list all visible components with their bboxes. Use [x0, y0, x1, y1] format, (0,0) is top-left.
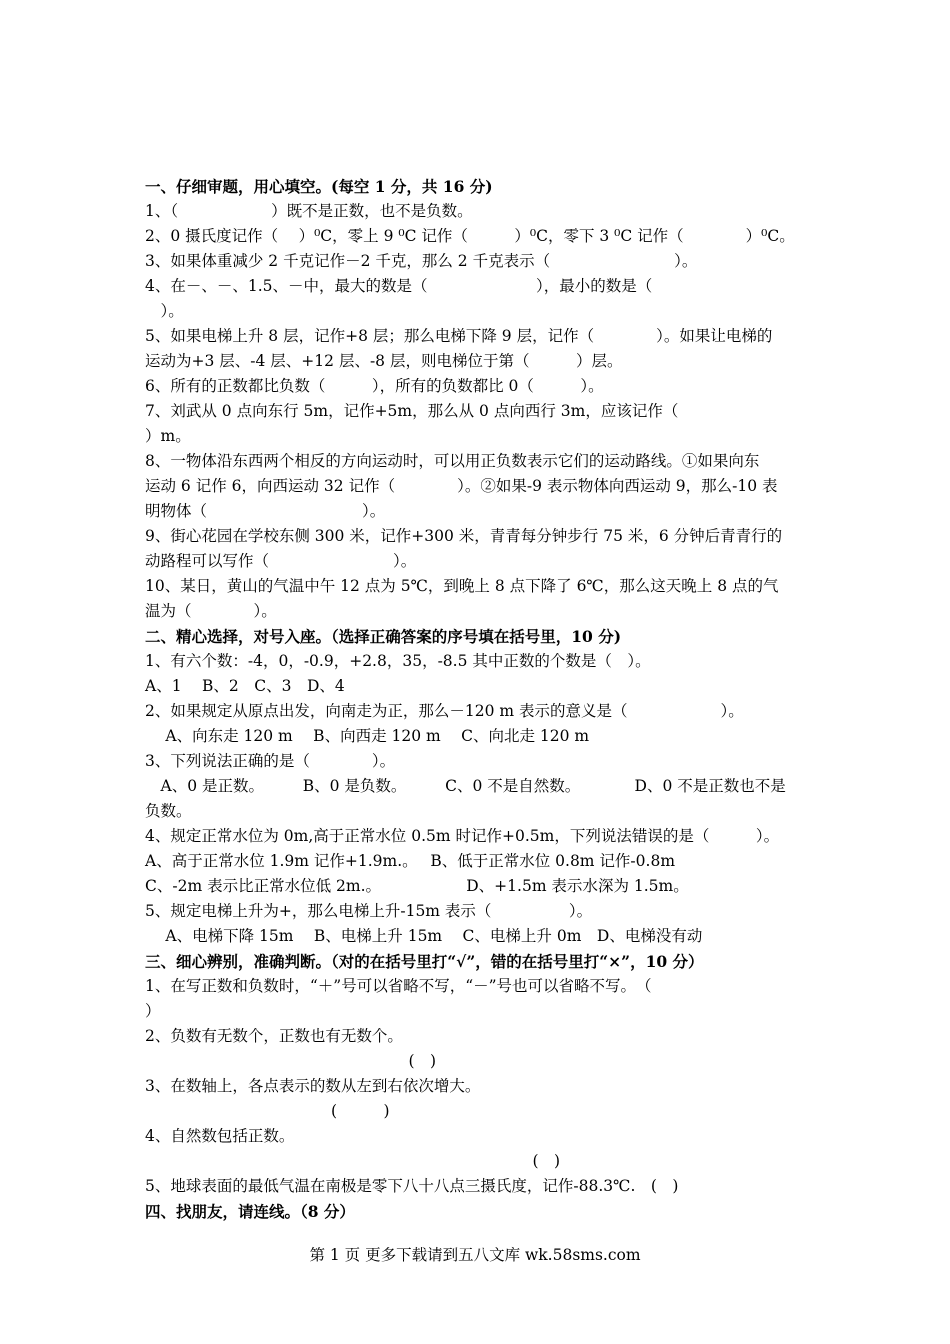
question-line: 明物体（ ）。 — [145, 502, 386, 520]
question-line: A、1 B、2 C、3 D、4 — [145, 677, 345, 695]
question-line: 2、如果规定从原点出发，向南走为正，那么－120 m 表示的意义是（ ）。 — [145, 702, 744, 720]
question-line: 8、一物体沿东西两个相反的方向运动时，可以用正负数表示它们的运动路线。①如果向东 — [145, 452, 760, 470]
question-line: C、-2m 表示比正常水位低 2m.。 D、+1.5m 表示水深为 1.5m。 — [145, 877, 689, 895]
section-heading: 四、找朋友，请连线。（8 分） — [145, 1202, 355, 1221]
question-line: 负数。 — [145, 802, 192, 820]
question-line: 1、（ ）既不是正数，也不是负数。 — [145, 202, 473, 220]
question-line: 9、街心花园在学校东侧 300 米，记作+300 米，青青每分钟步行 75 米，6 分钟后青青行的 — [145, 527, 783, 545]
question-line: A、向东走 120 m B、向西走 120 m C、向北走 120 m — [145, 727, 590, 745]
question-line: ( ) — [145, 1102, 390, 1120]
question-line: 3、在数轴上，各点表示的数从左到右依次增大。 — [145, 1077, 481, 1095]
question-line: 运动为+3 层、-4 层、+12 层、-8 层，则电梯位于第（ ）层。 — [145, 352, 623, 370]
question-line: A、高于正常水位 1.9m 记作+1.9m.。 B、低于正常水位 0.8m 记作-0.8m — [145, 852, 676, 870]
question-line: 4、在－、－、1.5、－中，最大的数是（ ），最小的数是（ — [145, 277, 653, 295]
section-heading: 三、细心辨别，准确判断。（对的在括号里打“√”，错的在括号里打“×”，10 分） — [145, 952, 704, 971]
question-line: 5、规定电梯上升为+，那么电梯上升-15m 表示（ ）。 — [145, 902, 593, 920]
question-line: 2、负数有无数个，正数也有无数个。 — [145, 1027, 403, 1045]
question-line: ( ) — [145, 1152, 561, 1170]
question-line: 5、地球表面的最低气温在南极是零下八十八点三摄氏度，记作-88.3℃. ( ) — [145, 1177, 679, 1195]
question-line: 5、如果电梯上升 8 层，记作+8 层；那么电梯下降 9 层，记作（ ）。如果让电梯的 — [145, 327, 773, 345]
section-heading: 一、仔细审题，用心填空。(每空 1 分，共 16 分) — [145, 177, 493, 196]
question-line: ( ) — [145, 1052, 437, 1070]
worksheet-body — [145, 174, 810, 1224]
question-line: 7、刘武从 0 点向东行 5m，记作+5m，那么从 0 点向西行 3m，应该记作（ — [145, 402, 679, 420]
section-heading: 二、精心选择，对号入座。（选择正确答案的序号填在括号里，10 分) — [145, 627, 622, 646]
question-line: 4、自然数包括正数。 — [145, 1127, 295, 1145]
question-line: A、0 是正数。 B、0 是负数。 C、0 不是自然数。 D、0 不是正数也不是 — [145, 777, 786, 795]
question-line: 3、下列说法正确的是（ ）。 — [145, 752, 396, 770]
question-line: 1、在写正数和负数时，“＋”号可以省略不写，“－”号也可以省略不写。 （ — [145, 977, 652, 995]
question-line: 温为（ ）。 — [145, 602, 277, 620]
question-line: ）。 — [145, 302, 184, 320]
question-line: 1、有六个数：-4，0，-0.9，+2.8，35，-8.5 其中正数的个数是（ ）。 — [145, 652, 651, 670]
question-line: 4、规定正常水位为 0m,高于正常水位 0.5m 时记作+0.5m，下列说法错误的是（ ）。 — [145, 827, 780, 845]
page-footer: 第 1 页 更多下载请到五八文库 wk.58sms.com — [309, 1246, 641, 1264]
question-line: 运动 6 记作 6，向西运动 32 记作（ ）。②如果-9 表示物体向西运动 9，那么-10 表 — [145, 477, 778, 495]
question-line: 2、0 摄氏度记作（ ）⁰C，零上 9 ⁰C 记作（ ）⁰C，零下 3 ⁰C 记作（ ）⁰C。 — [145, 227, 795, 245]
question-line: 动路程可以写作（ ）。 — [145, 552, 417, 570]
question-line: 6、所有的正数都比负数（ ），所有的负数都比 0（ ）。 — [145, 377, 604, 395]
question-line: 10、某日，黄山的气温中午 12 点为 5℃，到晚上 8 点下降了 6℃，那么这天晚上 8 点的气 — [145, 577, 779, 595]
question-line: ） — [145, 1002, 161, 1020]
question-line: 3、如果体重减少 2 千克记作－2 千克，那么 2 千克表示（ ）。 — [145, 252, 698, 270]
question-line: A、电梯下降 15m B、电梯上升 15m C、电梯上升 0m D、电梯没有动 — [145, 927, 703, 945]
question-line: ）m。 — [145, 427, 191, 445]
